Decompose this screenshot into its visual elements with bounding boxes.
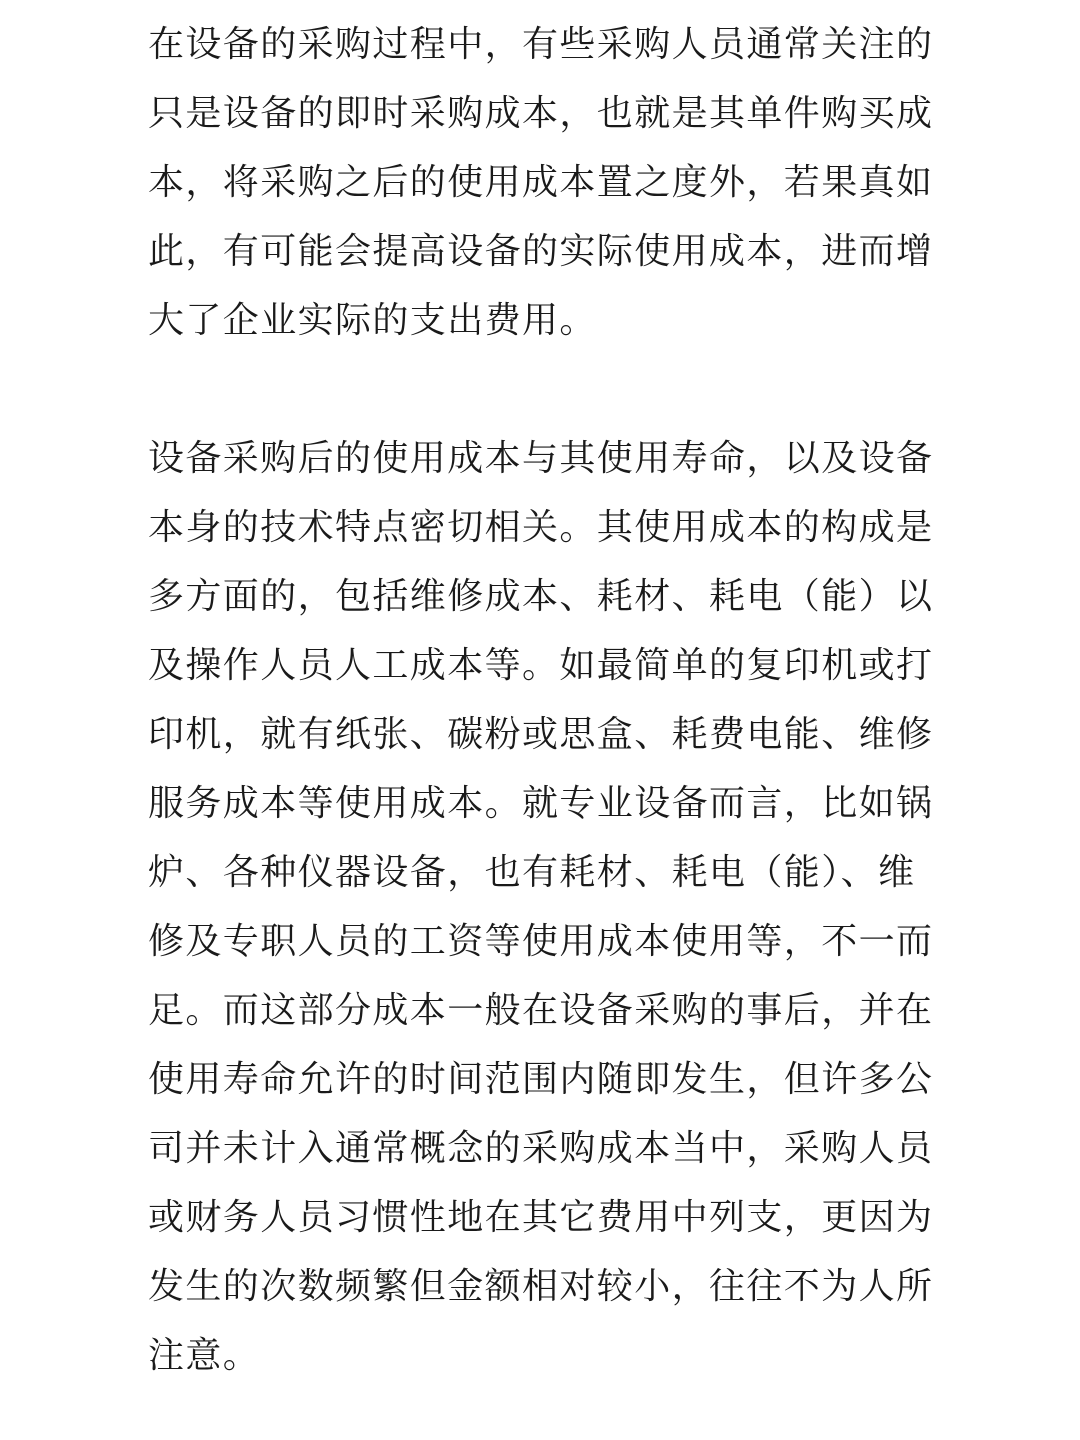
text-line: 多方面的，包括维修成本、耗材、耗电（能）以 [148,576,934,617]
text-line: 此，有可能会提高设备的实际使用成本，进而增 [148,231,934,272]
text-line: 大了企业实际的支出费用。 [148,300,597,341]
text-line: 炉、各种仪器设备，也有耗材、耗电（能）、维 [148,852,916,893]
article-body [148,10,938,1390]
text-line: 本，将采购之后的使用成本置之度外，若果真如 [148,162,934,203]
text-line: 注意。 [148,1335,261,1376]
text-line: 及操作人员人工成本等。如最简单的复印机或打 [148,645,934,686]
text-line: 发生的次数频繁但金额相对较小，往往不为人所 [148,1266,934,1307]
text-line: 只是设备的即时采购成本，也就是其单件购买成 [148,93,934,134]
text-line: 印机，就有纸张、碳粉或思盒、耗费电能、维修 [148,714,934,755]
text-line: 足。而这部分成本一般在设备采购的事后，并在 [148,990,934,1031]
text-line: 本身的技术特点密切相关。其使用成本的构成是 [148,507,934,548]
text-line: 在设备的采购过程中，有些采购人员通常关注的 [148,24,934,65]
paragraph-2 [148,424,938,1390]
text-line: 设备采购后的使用成本与其使用寿命，以及设备 [148,438,934,479]
text-line: 使用寿命允许的时间范围内随即发生，但许多公 [148,1059,934,1100]
text-line: 服务成本等使用成本。就专业设备而言，比如锅 [148,783,934,824]
text-line: 司并未计入通常概念的采购成本当中，采购人员 [148,1128,934,1169]
paragraph-1 [148,10,938,355]
text-line: 修及专职人员的工资等使用成本使用等，不一而 [148,921,934,962]
text-line: 或财务人员习惯性地在其它费用中列支，更因为 [148,1197,934,1238]
